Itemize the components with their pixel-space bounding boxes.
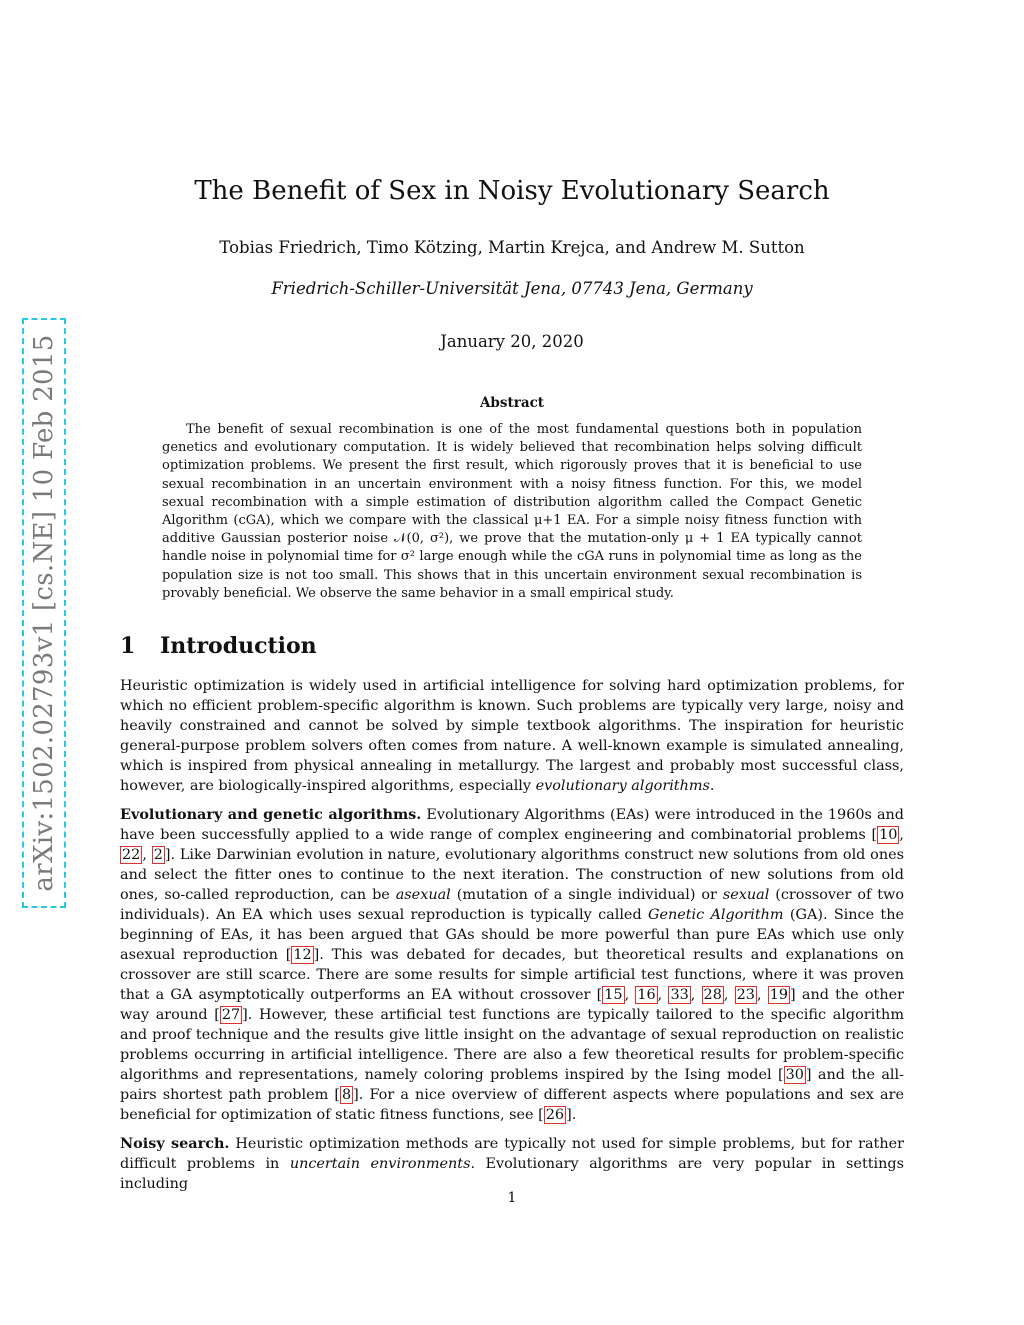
- citation-link[interactable]: 26: [545, 1107, 565, 1123]
- abstract-heading: Abstract: [479, 395, 545, 411]
- citation-link[interactable]: 10: [879, 827, 898, 843]
- affiliation: Friedrich-Schiller-Universität Jena, 07743 Jena, Germany: [271, 279, 753, 298]
- section-number: 1: [120, 633, 136, 659]
- citation-group: 10 , 22 , 2: [122, 827, 904, 863]
- section-title: Introduction: [160, 633, 317, 659]
- arxiv-identifier-box: [22, 318, 66, 908]
- page-number: 1: [507, 1190, 517, 1206]
- citation-group: 15 , 16 , 33 , 28 , 23 , 19: [604, 987, 789, 1003]
- citation-link[interactable]: 27: [221, 1007, 241, 1023]
- paper-title: The Benefit of Sex in Noisy Evolutionary Search: [194, 176, 830, 206]
- citation-group: [784, 1066, 806, 1084]
- citation-link[interactable]: 15: [604, 987, 623, 1003]
- citation-link[interactable]: 12: [293, 947, 312, 963]
- citation-link[interactable]: 22: [122, 847, 141, 863]
- abstract-text: The benefit of sexual recombination is one of the most fundamental questions both in population genetics and evolutionary computation. It is widely believed that recombination helps solving difficult optimization problems. We present the first result, which rigorously proves that it is beneficial to use sexual recombination in an uncertain environment with a noisy fitness function. For this, we model sexual recombination with a simple estimation of distribution algorithm called the Compact Genetic Algorithm (cGA), which we compare with the classical μ+1 EA. For a simple noisy fitness function with additive Gaussian posterior noise 𝒩(0, σ²), we prove that the mutation-only μ + 1 EA typically cannot handle noise in polynomial time for σ² large enough while the cGA runs in polynomial time as long as the population size is not too small. This shows that in this uncertain environment sexual recombination is provably beneficial. We observe the same behavior in a small empirical study.: [162, 422, 862, 601]
- arxiv-identifier: arXiv:1502.02793v1 [cs.NE] 10 Feb 2015: [29, 334, 59, 892]
- date: January 20, 2020: [440, 332, 584, 351]
- citation-group: [544, 1106, 566, 1124]
- paragraph-heading: Evolutionary and genetic algorithms.: [120, 806, 422, 823]
- citation-group: [220, 1006, 242, 1024]
- citation-link[interactable]: 2: [153, 847, 163, 863]
- citation-link[interactable]: 23: [736, 987, 755, 1003]
- paragraph-evolutionary: Evolutionary and genetic algorithms. Evolutionary Algorithms (EAs) were introduced in the 1960s and have been successfully applied to a wide range of complex engineering and combinatorial problems [ 10 , 22 , 2 ]. Like Darwinian evolution in nature, evolutionary algorithms construct new solutions from old ones and select the fitter ones to continue to the next iteration. The construction of new solutions from old ones, so-called reproduction, can be asexual (mutation of a single individual) or sexual (crossover of two individuals). An EA which uses sexual reproduction is typically called Genetic Algorithm (GA). Since the beginning of EAs, it has been argued that GAs should be more powerful than pure EAs which use only asexual reproduction [ 12 ]. This was debated for decades, but theoretical results and explanations on crossover are still scarce. There are some results for simple artificial test functions, where it was proven that a GA asymptotically outperforms an EA without crossover [ 15 , 16 , 33 , 28 , 23 , 19 ] and the other way around [ 27 ]. However, these artificial test functions are typically tailored to the specific algorithm and proof technique and the results give little insight on the advantage of sexual reproduction on realistic problems occurring in artificial intelligence. There are also a few theoretical results for problem-specific algorithms and representations, namely coloring problems inspired by the Ising model [ 30 ] and the all-pairs shortest path problem [ 8 ]. For a nice overview of different aspects where populations and sex are beneficial for optimization of static fitness functions, see [ 26 ].: [120, 806, 905, 1123]
- citation-link[interactable]: 19: [769, 987, 789, 1003]
- citation-group: [340, 1086, 353, 1104]
- section-heading: [120, 633, 317, 659]
- citation-link[interactable]: 30: [785, 1067, 804, 1083]
- paragraph-intro: Heuristic optimization is widely used in artificial intelligence for solving hard optimization problems, for which no efficient problem-specific algorithm is known. Such problems are typically very large, noisy and heavily constrained and cannot be solved by simple textbook algorithms. The inspiration for heuristic general-purpose problem solvers often comes from nature. A well-known example is simulated annealing, which is inspired from physical annealing in metallurgy. The largest and probably most successful class, however, are biologically-inspired algorithms, especially evolutionary algorithms.: [120, 678, 904, 794]
- paragraph-heading: Noisy search.: [120, 1135, 230, 1152]
- authors: Tobias Friedrich, Timo Kötzing, Martin Krejca, and Andrew M. Sutton: [219, 238, 805, 257]
- citation-group: [291, 946, 313, 964]
- citation-link[interactable]: 8: [342, 1087, 352, 1103]
- citation-link[interactable]: 16: [637, 987, 656, 1003]
- paragraph-noisy-search: Noisy search. Heuristic optimization methods are typically not used for simple problems, but for rather difficult problems in uncertain environments. Evolutionary algorithms are very popular in settings including: [120, 1135, 904, 1192]
- citation-link[interactable]: 28: [703, 987, 722, 1003]
- body-text: [120, 676, 904, 1203]
- citation-link[interactable]: 33: [670, 987, 689, 1003]
